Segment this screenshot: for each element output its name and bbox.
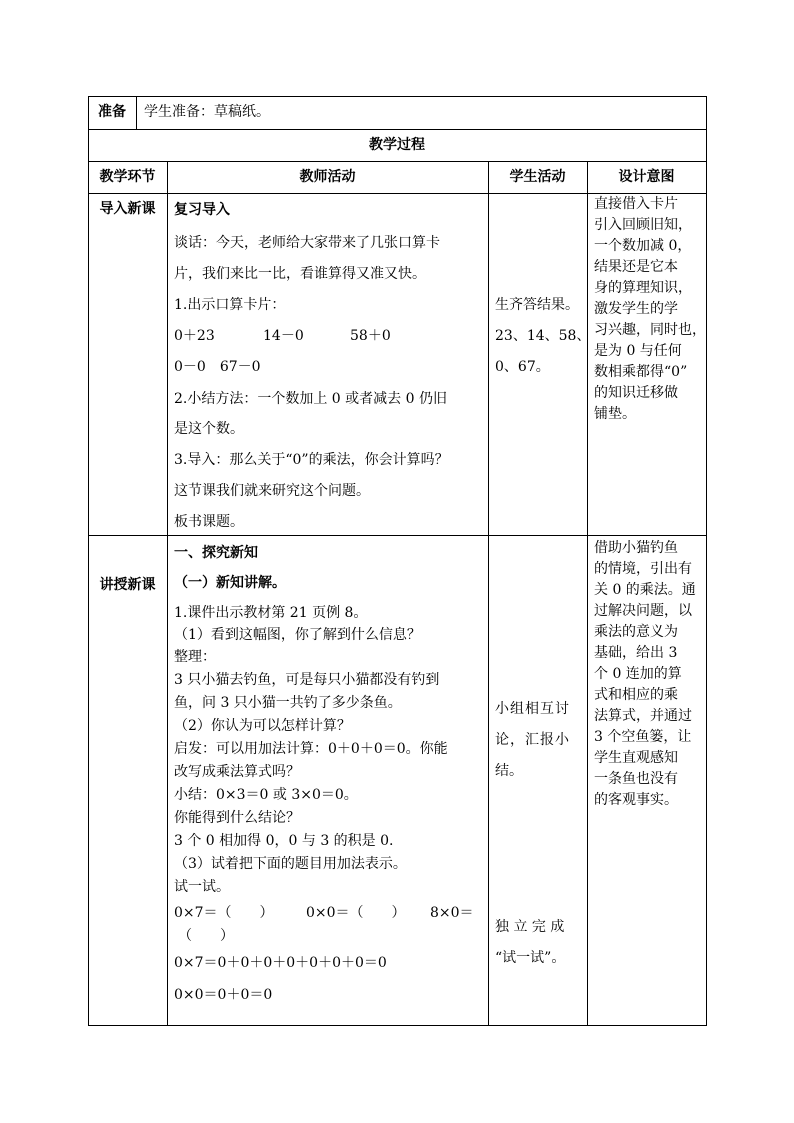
row1-item3-line2: 这节课我们就来研究这个问题。 xyxy=(174,483,370,499)
row1-intent-line: 是为 0 与任何 xyxy=(594,343,682,359)
row1-calc-a3: 58＋0 xyxy=(350,328,391,344)
row2-answer-1: 0×7＝0＋0＋0＋0＋0＋0＋0＝0 xyxy=(174,955,387,971)
row2-exercise-2: 0×0＝（ ） xyxy=(306,905,406,921)
row2-line: 小结：0×3＝0 或 3×0＝0。 xyxy=(174,787,358,803)
header-teacher: 教师活动 xyxy=(299,169,356,185)
row2-intent-line: 基础，给出 3 xyxy=(594,645,678,661)
row1-stage: 导入新课 xyxy=(99,201,156,217)
row2-student-line: 独 立 完 成 xyxy=(495,919,565,935)
row2-line: （1）看到这幅图，你了解到什么信息？ xyxy=(174,627,421,643)
row2-line: 启发：可以用加法计算：0＋0＋0＝0。你能 xyxy=(174,741,448,757)
row2-exercise-1: 0×7＝（ ） xyxy=(174,905,274,921)
row2-student-line: “试一试”。 xyxy=(495,950,566,966)
row1-intent-line: 习兴趣，同时也， xyxy=(594,322,706,338)
row2-intent-line: 一条鱼也没有 xyxy=(594,771,678,787)
row2-line: 试一试。 xyxy=(174,879,230,895)
row2-line: 你能得到什么结论？ xyxy=(174,810,300,826)
header-intent: 设计意图 xyxy=(618,169,675,185)
row2-answer-2: 0×0＝0＋0＝0 xyxy=(174,987,273,1003)
row2-intent-line: 乘法的意义为 xyxy=(594,624,678,640)
row2-intent-line: 法算式，并通过 xyxy=(594,708,692,724)
row1-intent-line: 铺垫。 xyxy=(594,406,636,422)
row1-intent-line: 结果还是它本 xyxy=(594,259,678,275)
row1-intent-line: 激发学生的学 xyxy=(594,301,678,317)
row2-stage: 讲授新课 xyxy=(99,577,156,593)
row1-item1: 1.出示口算卡片： xyxy=(174,297,286,313)
row2-line: 鱼，问 3 只小猫一共钓了多少条鱼。 xyxy=(174,695,402,711)
row1-student-line3: 0、67。 xyxy=(495,359,550,375)
row2-intent-line: 借助小猫钓鱼 xyxy=(594,540,678,556)
row2-intent-line: 个 0 连加的算 xyxy=(594,666,682,682)
row2-line: 整理： xyxy=(174,649,216,665)
row1-intent-line: 身的算理知识， xyxy=(594,280,692,296)
row1-calc-a1: 0＋23 xyxy=(174,328,215,344)
row2-heading2: （一）新知讲解。 xyxy=(174,575,286,591)
row2-student-line: 论，汇报小 xyxy=(495,732,570,748)
row2-line: （2）你认为可以怎样计算？ xyxy=(174,718,351,734)
row1-talk-line2: 片，我们来比一比，看谁算得又准又快。 xyxy=(174,266,426,282)
row2-line: 3 只小猫去钓鱼，可是每只小猫都没有钓到 xyxy=(174,672,440,688)
row2-exercise-3: 8×0＝ xyxy=(430,905,474,921)
row2-line: （3）试着把下面的题目用加法表示。 xyxy=(174,856,407,872)
row1-intent-line: 直接借入卡片 xyxy=(594,196,678,212)
row2-student-line: 结。 xyxy=(495,763,523,779)
prep-label: 准备 xyxy=(98,104,126,120)
row2-heading1: 一、探究新知 xyxy=(174,545,258,561)
row1-talk-line1: 谈话：今天，老师给大家带来了几张口算卡 xyxy=(174,235,440,251)
row2-intent-line: 的客观事实。 xyxy=(594,792,678,808)
prep-content: 学生准备：草稿纸。 xyxy=(144,104,270,120)
header-stage: 教学环节 xyxy=(99,169,156,185)
row1-student-line1: 生齐答结果。 xyxy=(495,297,579,313)
row2-intent-line: 过解决问题，以 xyxy=(594,603,692,619)
header-student: 学生活动 xyxy=(509,169,566,185)
process-title: 教学过程 xyxy=(369,137,425,153)
row2-intent-line: 式和相应的乘 xyxy=(594,687,678,703)
row1-heading: 复习导入 xyxy=(174,202,230,218)
row1-intent-line: 的知识迁移做 xyxy=(594,385,678,401)
row1-item2-line1: 2.小结方法：一个数加上 0 或者减去 0 仍旧 xyxy=(174,391,447,407)
row1-item3-line1: 3.导入：那么关于“0”的乘法，你会计算吗？ xyxy=(174,452,449,468)
row1-calc-a2: 14－0 xyxy=(263,328,304,344)
row2-exercise-4: （ ） xyxy=(178,928,234,944)
row2-line: 1.课件出示教材第 21 页例 8。 xyxy=(174,605,368,621)
row2-line: 3 个 0 相加得 0，0 与 3 的积是 0. xyxy=(174,833,394,849)
row1-intent-line: 数相乘都得“0” xyxy=(594,364,688,380)
row2-intent-line: 关 0 的乘法。通 xyxy=(594,582,696,598)
row1-item2-line2: 是这个数。 xyxy=(174,421,244,437)
row2-intent-line: 的情境，引出有 xyxy=(594,561,692,577)
row2-student-line: 小组相互讨 xyxy=(495,701,570,717)
row1-intent-line: 引入回顾旧知， xyxy=(594,217,692,233)
row2-line: 改写成乘法算式吗？ xyxy=(174,764,300,780)
row2-intent-line: 学生直观感知 xyxy=(594,750,678,766)
row1-student-line2: 23、14、58、 xyxy=(495,328,591,344)
row2-intent-line: 3 个空鱼篓，让 xyxy=(594,729,692,745)
row1-item4: 板书课题。 xyxy=(174,514,244,530)
row1-intent-line: 一个数加减 0， xyxy=(594,238,692,254)
row1-calc-b: 0－0 67－0 xyxy=(174,359,261,375)
